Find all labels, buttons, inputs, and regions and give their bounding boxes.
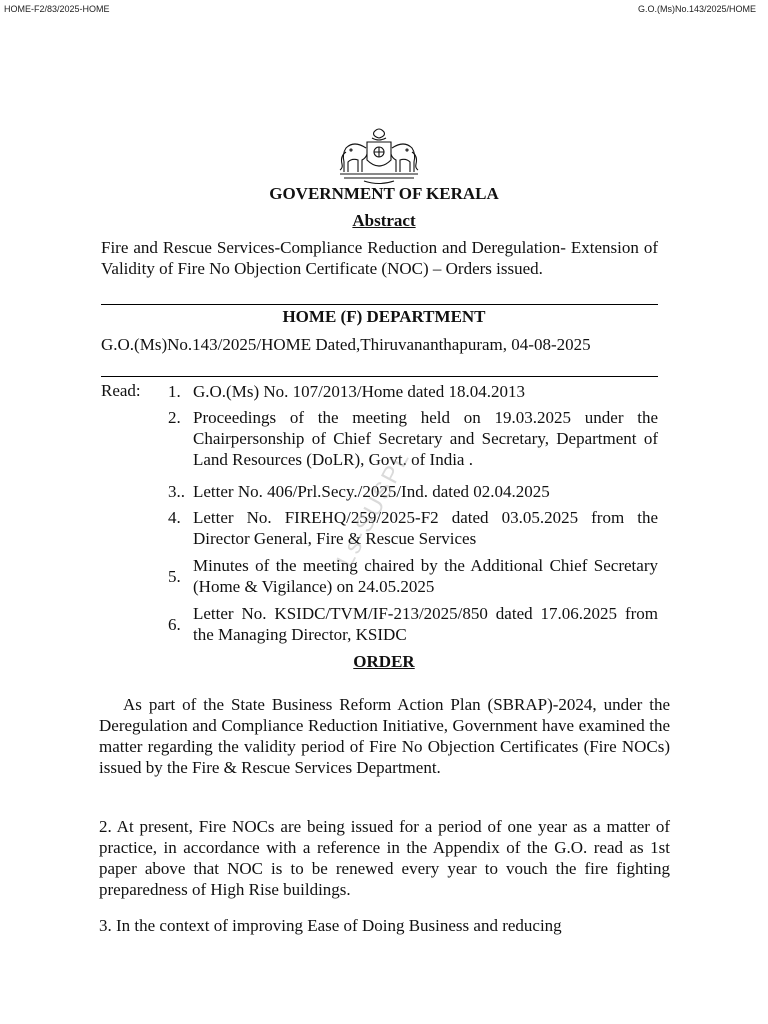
read-item-number: 1. (168, 382, 181, 401)
read-item-text: Minutes of the meeting chaired by the Additional Chief Secretary (Home & Vigilance) on 24.05.2025 (193, 556, 658, 596)
read-item (168, 381, 658, 402)
read-item (168, 603, 658, 645)
read-item-number: 3.. (168, 482, 185, 501)
order-heading: ORDER (353, 652, 415, 671)
read-item-number: 2. (168, 408, 181, 427)
read-item (168, 555, 658, 597)
watermark: Ls-SUSPL (331, 445, 416, 572)
read-item-text: Proceedings of the meeting held on 19.03.2025 under the Chairpersonship of Chief Secretary and Secretary, Department of Land Resources (DoLR), Govt. of India . (193, 408, 658, 469)
order-paragraph: As part of the State Business Reform Action Plan (SBRAP)-2024, under the Deregulation and Compliance Reduction Initiative, Government have examined the matter regarding the validity period of Fire No Objection Certificates (Fire NOCs) issued by the Fire & Rescue Services Department. (99, 695, 670, 777)
read-item-number: 5. (168, 567, 181, 586)
read-item-number: 6. (168, 615, 181, 634)
abstract-heading: Abstract (352, 211, 416, 230)
read-item-text: Letter No. FIREHQ/259/2025-F2 dated 03.05.2025 from the Director General, Fire & Rescue Services (193, 508, 658, 548)
divider-rule (101, 304, 658, 305)
read-item-number: 4. (168, 508, 181, 527)
read-label: Read: (101, 381, 141, 400)
department-heading: HOME (F) DEPARTMENT (282, 307, 486, 326)
order-paragraph: 3. In the context of improving Ease of Doing Business and reducing (99, 916, 562, 935)
read-item-text: Letter No. 406/Prl.Secy./2025/Ind. dated 02.04.2025 (193, 482, 550, 501)
read-item (168, 481, 658, 502)
order-paragraph: 2. At present, Fire NOCs are being issued for a period of one year as a matter of practice, in accordance with a reference in the Appendix of the G.O. read as 1st paper above that NOC is to be renewed every year to vouch the fire fighting preparedness of High Rise buildings. (99, 817, 670, 899)
kerala-state-emblem-icon (334, 126, 424, 188)
document-ref-left: HOME-F2/83/2025-HOME (4, 4, 110, 14)
document-ref-right: G.O.(Ms)No.143/2025/HOME (637, 4, 756, 14)
subject-text: Fire and Rescue Services-Compliance Reduction and Deregulation- Extension of Validity of Fire No Objection Certificate (NOC) – Orders issued. (101, 238, 658, 278)
divider-rule (101, 376, 658, 377)
read-item-text: G.O.(Ms) No. 107/2013/Home dated 18.04.2013 (193, 382, 525, 401)
read-item-text: Letter No. KSIDC/TVM/IF-213/2025/850 dated 17.06.2025 from the Managing Director, KSIDC (193, 604, 658, 644)
go-number-line: G.O.(Ms)No.143/2025/HOME Dated,Thiruvananthapuram, 04-08-2025 (101, 335, 591, 354)
page-title: GOVERNMENT OF KERALA (269, 184, 499, 203)
read-item (168, 507, 658, 549)
